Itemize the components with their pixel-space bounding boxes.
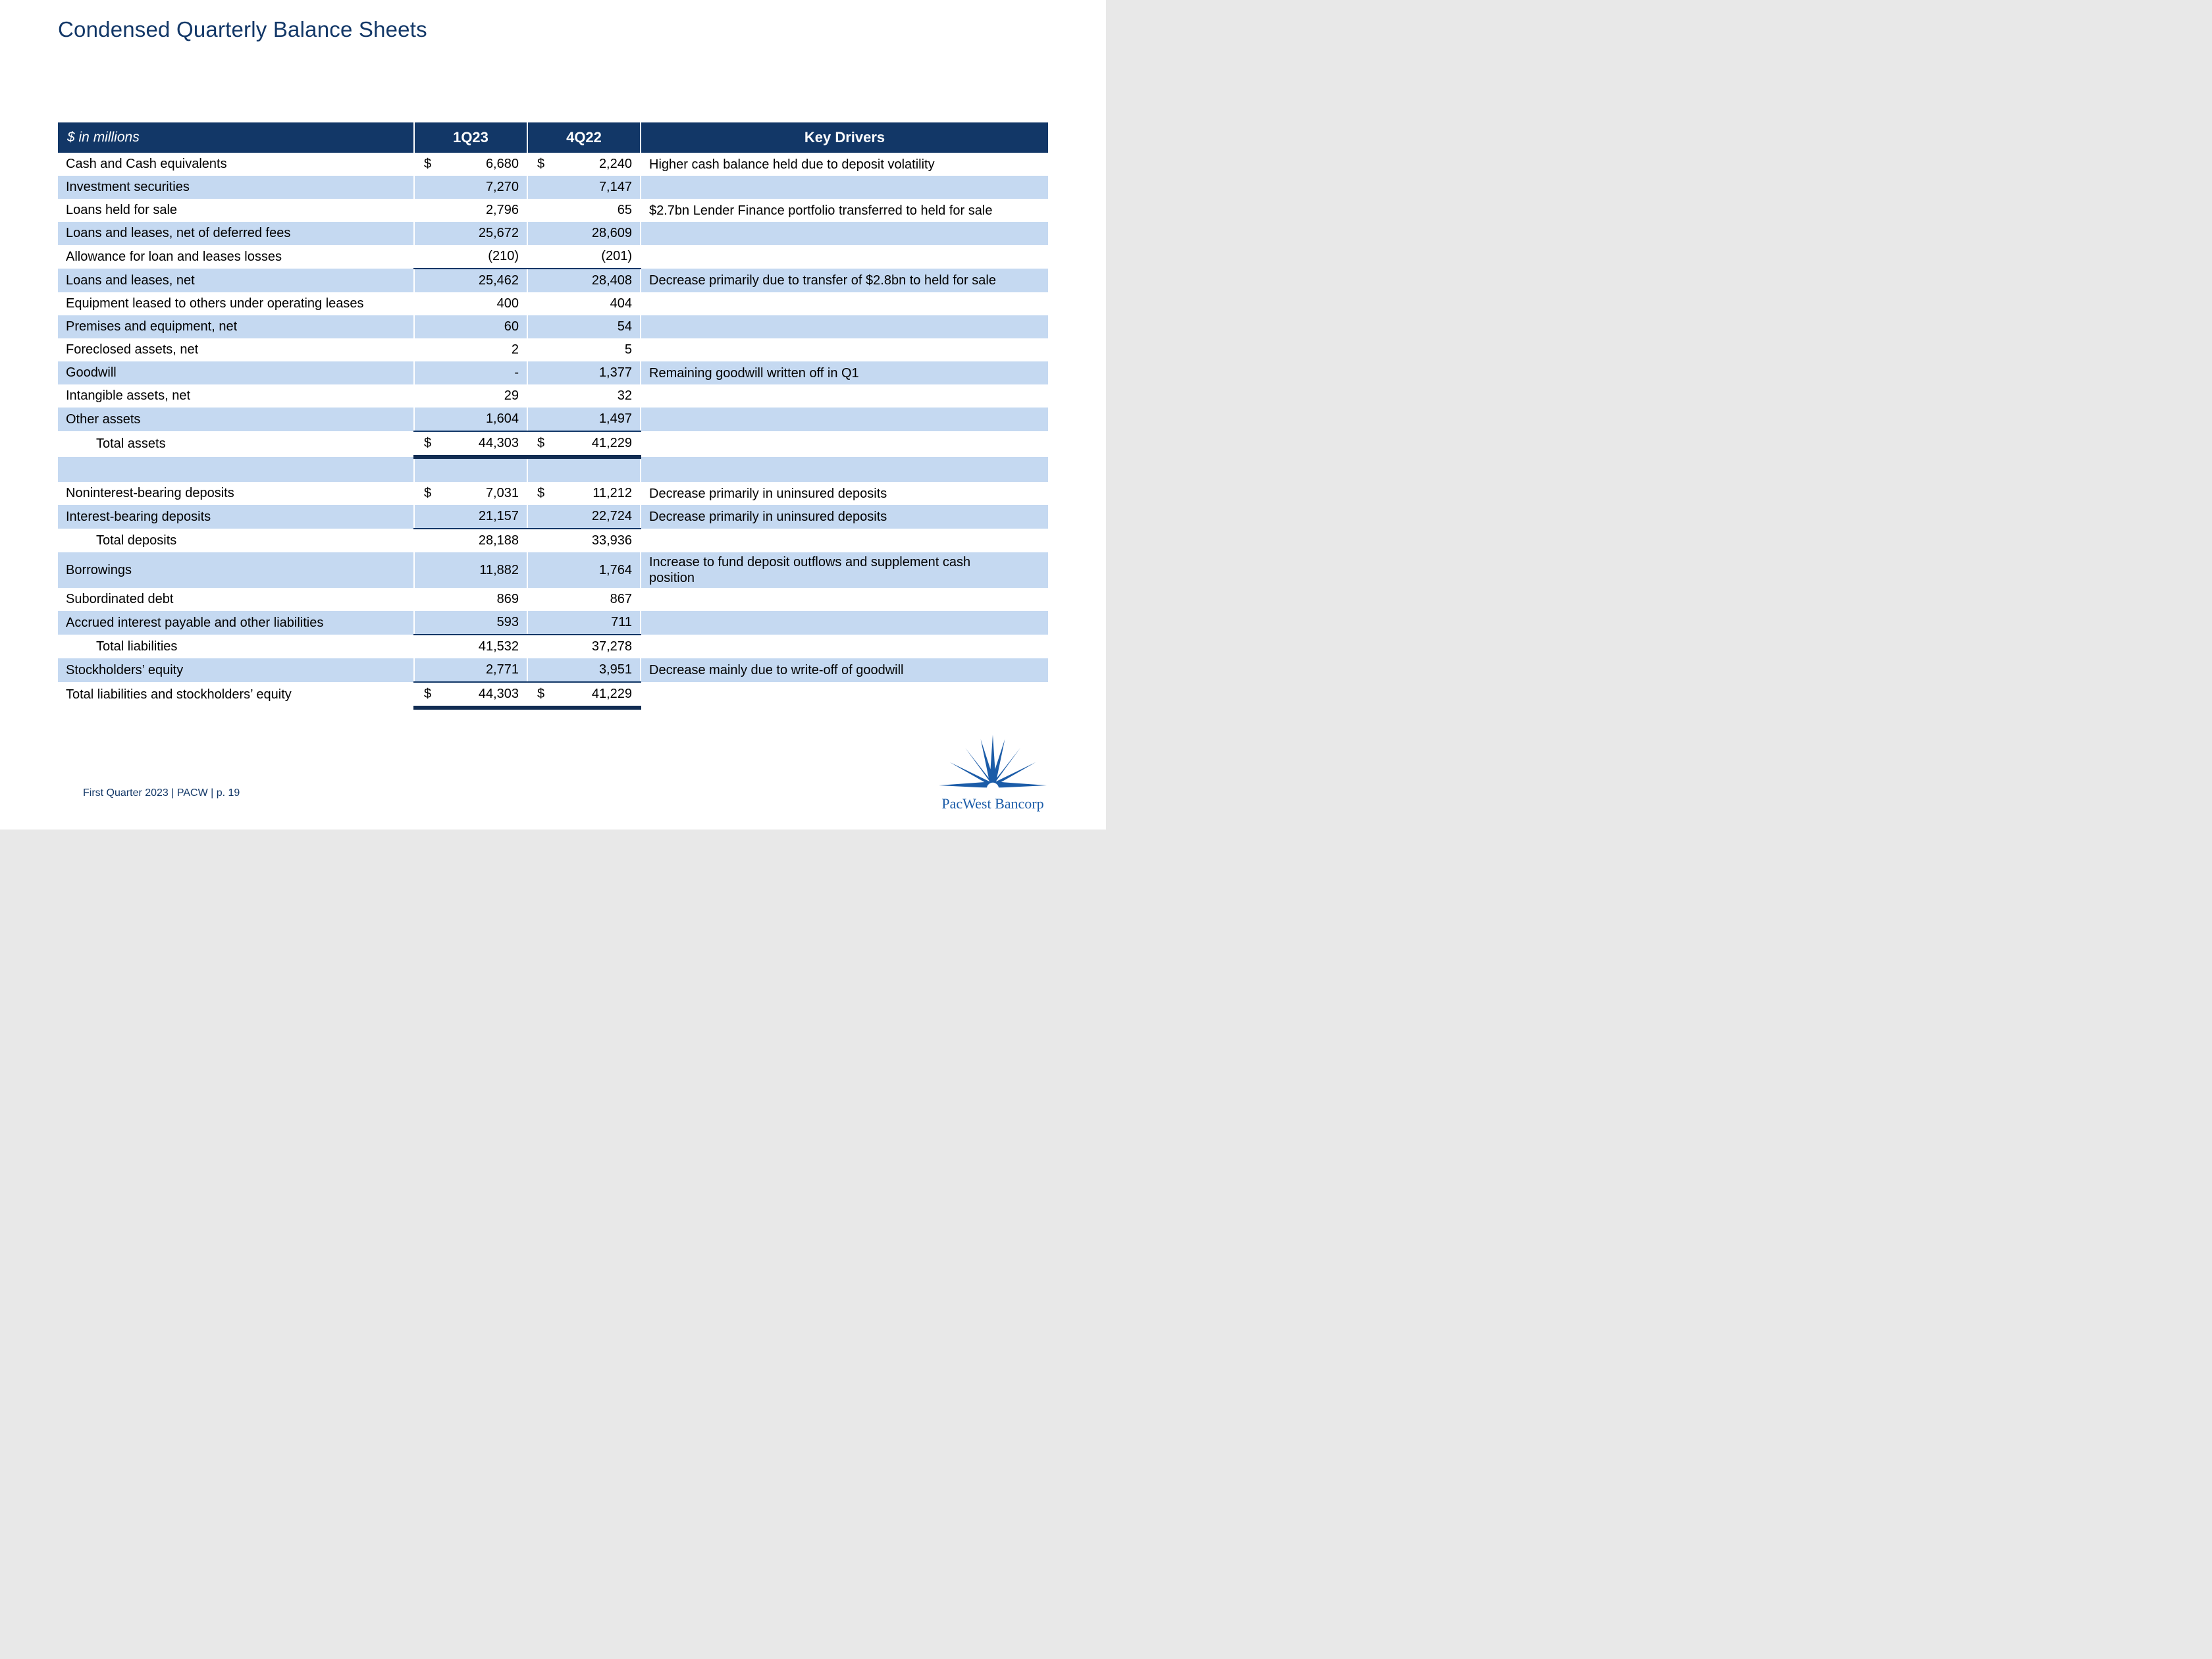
amount: 2 [511,342,519,357]
value-1q23 [414,153,527,176]
amount: 400 [496,296,519,311]
value-4q22 [527,176,641,199]
key-driver-text: Decrease mainly due to write-off of goodwill [649,663,904,677]
dollar-sign: $ [424,687,432,701]
table-row [58,408,1048,431]
amount: 1,604 [485,411,519,426]
value-1q23 [414,199,527,222]
key-driver-cell [641,588,1048,611]
value-4q22 [527,431,641,457]
key-driver-cell [641,482,1048,505]
key-driver-cell [641,408,1048,431]
row-label: Intangible assets, net [58,384,414,408]
amount: 41,229 [591,687,632,701]
key-driver-cell [641,457,1048,482]
dollar-sign: $ [537,687,545,701]
slide-footer: First Quarter 2023 | PACW | p. 19 [83,787,240,799]
row-label: Loans held for sale [58,199,414,222]
row-label: Equipment leased to others under operating leases [58,292,414,315]
key-driver-cell [641,338,1048,361]
key-driver-cell [641,245,1048,269]
table-row [58,361,1048,384]
amount: 6,680 [485,157,519,171]
amount: 28,188 [478,533,519,548]
value-1q23 [414,269,527,292]
amount: 29 [504,388,519,403]
value-1q23 [414,176,527,199]
header-4q22: 4Q22 [527,122,641,153]
value-4q22 [527,361,641,384]
dollar-sign: $ [537,486,545,500]
amount: - [514,365,519,380]
table-row [58,588,1048,611]
amount: 593 [496,615,519,629]
dollar-sign: $ [424,436,432,450]
value-1q23 [414,658,527,682]
amount: 711 [611,615,632,629]
value-4q22 [527,292,641,315]
value-4q22 [527,199,641,222]
row-label: Investment securities [58,176,414,199]
amount: 7,270 [485,180,519,194]
key-driver-cell [641,611,1048,635]
amount: 7,031 [485,486,519,500]
amount: 44,303 [478,687,519,701]
spacer-row [58,457,1048,482]
amount: 41,532 [478,639,519,654]
value-4q22 [527,245,641,269]
amount: 25,462 [478,273,519,288]
key-driver-cell [641,552,1048,588]
value-4q22 [527,153,641,176]
value-4q22 [527,338,641,361]
amount: 2,240 [598,157,632,171]
value-4q22 [527,315,641,338]
row-label: Noninterest-bearing deposits [58,482,414,505]
value-1q23 [414,682,527,708]
logo-wordmark: PacWest Bancorp [941,795,1044,812]
amount: 2,771 [485,662,519,677]
pacwest-logo [935,735,1051,812]
row-label: Foreclosed assets, net [58,338,414,361]
key-driver-cell [641,635,1048,658]
amount: 1,764 [598,562,632,577]
value-4q22 [527,505,641,529]
amount: 44,303 [478,436,519,450]
table-row [58,682,1048,708]
key-driver-text: Increase to fund deposit outflows and supplement cash position [649,555,971,585]
row-label: Borrowings [58,552,414,588]
sunburst-icon [935,735,1051,795]
page-title: Condensed Quarterly Balance Sheets [58,17,427,41]
amount: 22,724 [591,509,632,523]
value-1q23 [414,635,527,658]
table-header [58,122,1048,153]
table-row [58,199,1048,222]
value-4q22 [527,682,641,708]
value-4q22 [527,529,641,552]
key-driver-text: Decrease primarily due to transfer of $2.8bn to held for sale [649,273,996,288]
table-row [58,384,1048,408]
key-driver-text: $2.7bn Lender Finance portfolio transferred to held for sale [649,203,993,218]
amount: 32 [617,388,632,403]
amount: 1,377 [598,365,632,380]
value-4q22 [527,611,641,635]
amount: 60 [504,319,519,334]
table-row [58,338,1048,361]
key-driver-cell [641,315,1048,338]
table-row [58,153,1048,176]
key-driver-cell [641,222,1048,245]
row-label: Loans and leases, net of deferred fees [58,222,414,245]
value-1q23 [414,457,527,482]
amount: 28,408 [591,273,632,288]
value-1q23 [414,384,527,408]
amount: 65 [617,203,632,217]
row-label: Other assets [58,408,414,431]
value-4q22 [527,457,641,482]
amount: 11,212 [592,486,632,500]
value-1q23 [414,245,527,269]
amount: 5 [624,342,632,357]
amount: 11,882 [479,562,519,577]
value-4q22 [527,482,641,505]
amount: (201) [601,249,632,263]
row-label: Goodwill [58,361,414,384]
value-1q23 [414,431,527,457]
table-row [58,552,1048,588]
row-label: Interest-bearing deposits [58,505,414,529]
amount: 41,229 [591,436,632,450]
header-1q23: 1Q23 [414,122,527,153]
key-driver-cell [641,361,1048,384]
key-driver-cell [641,199,1048,222]
row-label [58,457,414,482]
table-row [58,505,1048,529]
value-4q22 [527,658,641,682]
value-4q22 [527,222,641,245]
table-row [58,482,1048,505]
table-row [58,245,1048,269]
value-1q23 [414,552,527,588]
value-4q22 [527,269,641,292]
value-1q23 [414,361,527,384]
amount: 867 [610,592,632,606]
value-4q22 [527,408,641,431]
balance-table-body [58,153,1048,708]
row-label: Premises and equipment, net [58,315,414,338]
table-row [58,611,1048,635]
header-row [58,122,1048,153]
dollar-sign: $ [537,157,545,171]
row-label: Cash and Cash equivalents [58,153,414,176]
amount: 404 [610,296,632,311]
amount: 3,951 [598,662,632,677]
value-1q23 [414,482,527,505]
table-row [58,658,1048,682]
value-1q23 [414,588,527,611]
amount: 869 [496,592,519,606]
value-1q23 [414,505,527,529]
key-driver-text: Decrease primarily in uninsured deposits [649,510,887,524]
row-label: Stockholders’ equity [58,658,414,682]
key-driver-cell [641,529,1048,552]
table-row [58,635,1048,658]
key-driver-cell [641,292,1048,315]
value-1q23 [414,408,527,431]
key-driver-text: Higher cash balance held due to deposit volatility [649,157,935,172]
table-row [58,431,1048,457]
value-4q22 [527,384,641,408]
table-row [58,315,1048,338]
dollar-sign: $ [537,436,545,450]
table-row [58,222,1048,245]
amount: 1,497 [598,411,632,426]
row-label: Allowance for loan and leases losses [58,245,414,269]
table-row [58,176,1048,199]
key-driver-cell [641,176,1048,199]
amount: 28,609 [591,226,632,240]
header-in-millions: $ in millions [58,122,414,153]
header-key-drivers: Key Drivers [641,122,1048,153]
row-label: Subordinated debt [58,588,414,611]
value-1q23 [414,611,527,635]
amount: 21,157 [478,509,519,523]
value-1q23 [414,292,527,315]
value-1q23 [414,222,527,245]
table-row [58,529,1048,552]
key-driver-cell [641,658,1048,682]
slide [0,0,1106,830]
dollar-sign: $ [424,486,432,500]
key-driver-cell [641,505,1048,529]
row-label: Loans and leases, net [58,269,414,292]
amount: (210) [488,249,519,263]
value-4q22 [527,552,641,588]
balance-sheet-table [58,122,1048,710]
row-label: Total liabilities [58,635,414,658]
row-label: Total assets [58,431,414,457]
amount: 2,796 [485,203,519,217]
key-driver-cell [641,682,1048,708]
dollar-sign: $ [424,157,432,171]
amount: 7,147 [598,180,632,194]
value-1q23 [414,338,527,361]
value-1q23 [414,315,527,338]
table-row [58,292,1048,315]
key-driver-text: Decrease primarily in uninsured deposits [649,486,887,501]
value-1q23 [414,529,527,552]
table-row [58,269,1048,292]
value-4q22 [527,635,641,658]
key-driver-cell [641,384,1048,408]
amount: 25,672 [478,226,519,240]
value-4q22 [527,588,641,611]
amount: 37,278 [591,639,632,654]
key-driver-cell [641,269,1048,292]
amount: 33,936 [591,533,632,548]
row-label: Total liabilities and stockholders’ equity [58,682,414,708]
amount: 54 [617,319,632,334]
row-label: Total deposits [58,529,414,552]
key-driver-text: Remaining goodwill written off in Q1 [649,365,859,381]
key-driver-cell [641,431,1048,457]
row-label: Accrued interest payable and other liabilities [58,611,414,635]
key-driver-cell [641,153,1048,176]
